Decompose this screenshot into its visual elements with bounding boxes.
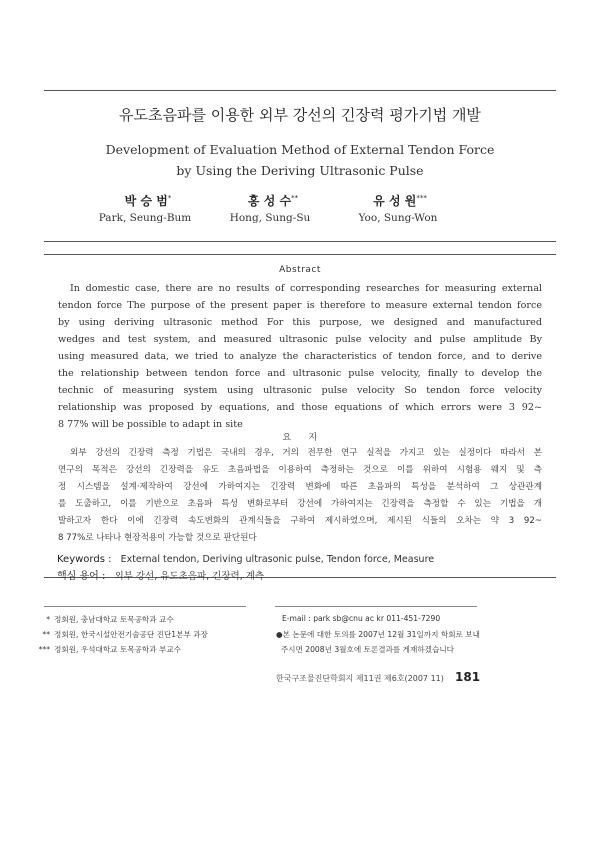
summary-line: 연구의 목적은 강선의 긴장력을 유도 초음파법을 이용하여 측정하는 것으로 이를 위하여 시험용 웨지 및 측	[58, 465, 542, 475]
summary-line: 를 도출하고, 이를 기반으로 초음파 특성 변화로부터 강선에 가하여지는 긴장력을 측정할 수 있는 기법을 개	[58, 499, 542, 509]
abstract-line: using measured data, we tried to analyze the characteristics of tendon force, and to derive	[58, 351, 542, 362]
abstract-line: by using deriving ultrasonic method For this purpose, we designed and manufactured	[58, 317, 542, 328]
footnote-affiliation-2: ** 정회원, 한국시설안전기술공단 진단1본부 과장	[42, 630, 208, 639]
footnote-affiliation-3: *** 정회원, 우석대학교 토목공학과 부교수	[38, 645, 182, 654]
author-1-korean: 박 승 범*	[124, 194, 172, 208]
author-2-korean: 홍 성 수**	[247, 194, 299, 208]
abstract-line: 8 77% will be possible to adapt in site	[58, 419, 243, 430]
summary-line: 정 시스템을 설계·제작하여 강선에 가하여지는 긴장력 변화에 따른 초음파의 특성을 분석하여 그 상관관계	[58, 482, 542, 492]
footnote-discussion-2: 주시면 2008년 3월호에 토론결과를 게재하겠습니다	[276, 645, 455, 654]
footnote-email: E-mail : park sb@cnu ac kr 011-451-7290	[282, 614, 441, 623]
summary-heading: 요 지	[282, 433, 318, 443]
abstract-line: relationship was proposed by equations, and those equations of which errors were 3 92~	[58, 402, 542, 413]
abstract-line: the relationship between tendon force and ultrasonic pulse velocity, finally to develop the	[58, 368, 542, 379]
author-3-korean: 유 성 원***	[373, 194, 427, 208]
title-english-line1: Development of Evaluation Method of External Tendon Force	[105, 142, 495, 157]
abstract-line: technic of measuring system using ultrasonic pulse velocity So tendon force velocity	[58, 385, 542, 396]
keywords-ko-label: 핵심 용어 :	[57, 571, 106, 582]
abstract-line: tendon force The purpose of the present paper is therefore to measure external tendon force	[58, 300, 542, 311]
keywords-ko-row	[57, 564, 264, 583]
abstract-line: wedges and test system, and measured ultrasonic pulse velocity and pulse amplitude By	[58, 334, 542, 345]
summary-line: 발하고자 한다 이에 긴장력 속도변화의 관계식들을 구하여 제시하였으며, 제시된 식들의 오차는 약 3 92~	[58, 516, 542, 526]
footnote-affiliation-1: * 정회원, 충남대학교 토목공학과 교수	[46, 615, 174, 624]
keywords-text: External tendon, Deriving ultrasonic pulse, Tendon force, Measure	[120, 554, 435, 565]
summary-line: 외부 강선의 긴장력 측정 기법은 국내의 경우, 거의 전무한 연구 실적을 가지고 있는 실정이다 따라서 본	[70, 448, 542, 458]
summary-line: 8 77%로 나타나 현장적용이 가능할 것으로 판단된다	[58, 533, 257, 543]
author-2-english: Hong, Sung-Su	[229, 212, 311, 224]
title-korean: 유도초음파를 이용한 외부 강선의 긴장력 평가기법 개발	[119, 106, 481, 124]
author-1-english: Park, Seung-Bum	[98, 212, 192, 224]
keywords-label: Keywords :	[57, 554, 112, 565]
footnote-divider-right	[275, 606, 477, 607]
footnote-divider-left	[44, 606, 246, 607]
keywords-ko-text: 외부 강선, 유도초음파, 긴장력, 계측	[114, 571, 265, 582]
abstract-heading: Abstract	[279, 265, 321, 275]
footnote-discussion-1: ●본 논문에 대한 토의를 2007년 12월 31일까지 학회로 보내	[276, 630, 480, 639]
journal-info: 한국구조물진단학회지 제11권 제6호(2007 11)	[276, 674, 444, 683]
page-number: 181	[455, 670, 481, 684]
title-english-line2: by Using the Deriving Ultrasonic Pulse	[176, 163, 424, 178]
author-3-english: Yoo, Sung-Won	[358, 212, 438, 224]
abstract-line: In domestic case, there are no results of corresponding researches for measuring external	[70, 283, 542, 294]
